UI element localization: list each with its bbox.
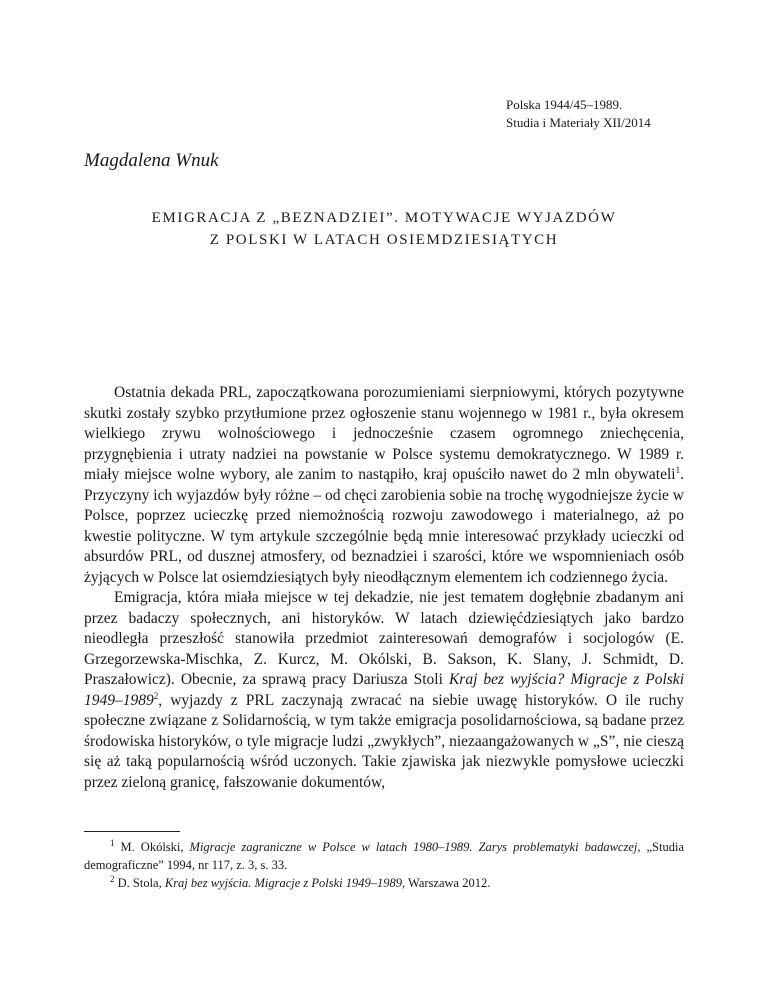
paragraph-1-text-a: Ostatnia dekada PRL, zapoczątkowana porozumieniami sierpniowymi, których pozytywne skutki zostały szybko przytłumione przez ogłoszenie stanu wojennego w 1981 r., była okresem wielkiego zrywu wolnościowego i jednocześnie czasem ogromnego zniechęcenia, przygnębienia i utraty nadziei na powstanie w Polsce systemu demokratycznego. W 1989 r. miały miejsce wolne wybory, ale zanim to nastąpiło, kraj opuściło nawet do 2 mln obywateli — [84, 384, 684, 483]
series-line-1: Polska 1944/45–1989. — [506, 97, 623, 112]
paragraph-2-text-a: Emigracja, która miała miejsce w tej dekadzie, nie jest tematem dogłębnie zbadanym ani przez badaczy społecznych, ani historyków. W latach dziewięćdziesiątych jako bardzo nieodległa przeszłość stanowiła przedmiot zainteresowań demografów i socjologów (E. Grzegorzewska-Mischka, Z. Kurcz, M. Okólski, B. Sakson, K. Slany, J. Schmidt, D. Praszałowicz). Obecnie, za sprawą pracy Dariusza Stoli — [84, 589, 684, 688]
article-title — [84, 207, 684, 251]
footnote-2 — [84, 874, 684, 892]
author-name: Magdalena Wnuk — [84, 150, 219, 171]
title-line-1: EMIGRACJA Z „BEZNADZIEI”. MOTYWACJE WYJAZDÓW — [151, 210, 617, 226]
footnote-2-pre: D. Stola, — [117, 876, 165, 890]
footnote-1-post: , „Studia demograficzne” 1994, nr 117, z. 3, s. 33. — [84, 840, 685, 872]
article-body — [84, 383, 684, 793]
footnote-2-title: Kraj bez wyjścia. Migracje z Polski 1949–1989 — [164, 876, 402, 890]
footnote-1-number: 1 — [110, 837, 115, 848]
paragraph-1 — [84, 383, 684, 588]
footnote-divider — [84, 831, 180, 832]
book-title: Kraj bez wyjścia? Migracje z Polski 1949–1989 — [84, 671, 684, 709]
footnote-ref-1: 1 — [675, 464, 681, 475]
paragraph-1-text-b: . Przyczyny ich wyjazdów były różne – od chęci zarobienia sobie na trochę wygodniejsze życie w Polsce, poprzez ucieczkę przed niemożnością rozwoju zawodowego i materialnego, aż po kwestie polityczne. W tym artykule szczególnie będą mnie interesować przykłady ucieczki od absurdów PRL, od dusznej atmosfery, od beznadziei i szarości, które we wspomnieniach osób żyjących w Polsce lat osiemdziesiątych były nieodłącznym elementem ich codziennego życia. — [84, 466, 684, 586]
footnote-1-pre: M. Okólski, — [120, 840, 190, 854]
footnote-ref-2: 2 — [153, 690, 159, 701]
paragraph-2-text-b: , wyjazdy z PRL zaczynają zwracać na siebie uwagę historyków. O ile ruchy społeczne związane z Solidarnością, w tym także emigracja posolidarnościowa, są badane przez środowiska historyków, o tyle migracje ludzi „zwykłych”, niezaangażowanych w „S”, nie cieszą się aż taką popularnością wśród uczonych. Takie zjawiska jak niezwykle pomysłowe ucieczki przez zieloną granicę, fałszowanie dokumentów, — [84, 691, 684, 791]
footnote-1 — [84, 838, 684, 874]
footnotes — [84, 838, 684, 892]
footnote-2-post: , Warszawa 2012. — [402, 876, 491, 890]
footnote-2-number: 2 — [110, 873, 115, 884]
title-line-2: Z POLSKI W LATACH OSIEMDZIESIĄTYCH — [209, 232, 559, 248]
series-line-2: Studia i Materiały XII/2014 — [506, 115, 651, 130]
footnote-1-title: Migracje zagraniczne w Polsce w latach 1980–1989. Zarys problematyki badawczej — [189, 840, 638, 854]
running-header — [506, 96, 651, 132]
paragraph-2 — [84, 588, 684, 793]
